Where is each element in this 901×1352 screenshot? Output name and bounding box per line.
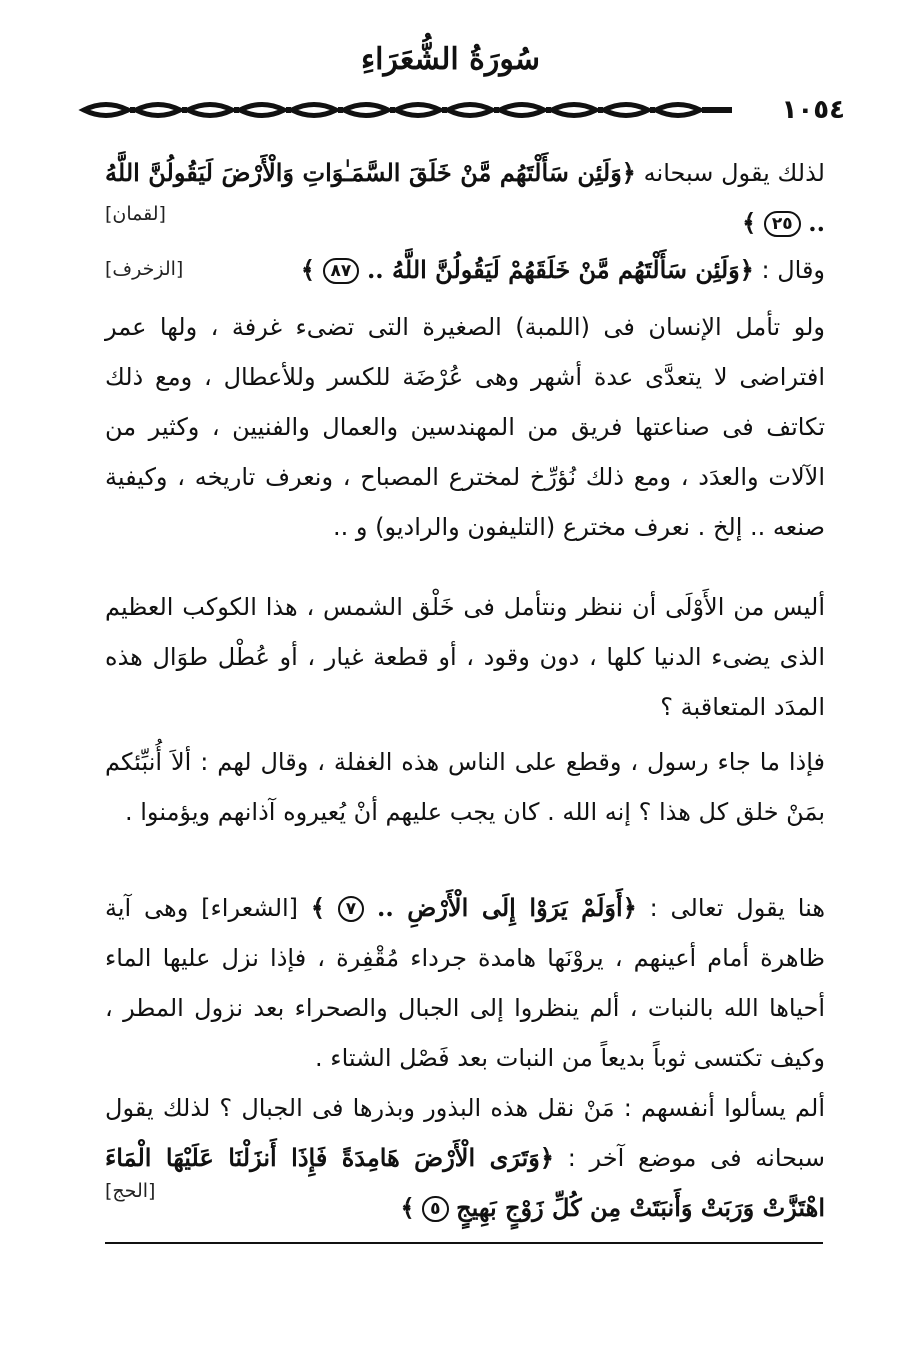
- footer-rule: [105, 1242, 823, 1244]
- paragraph-6: [105, 883, 825, 1083]
- paragraph-7: [105, 1083, 825, 1233]
- verse-close-bracket: ﴾: [300, 255, 315, 284]
- quran-verse-hajj: ﴿وَتَرَى الْأَرْضَ هَامِدَةً فَإِذَا أَنزَلْنَا عَلَيْهَا الْمَاءَ اهْتَزَّتْ وَرَبَتْ وَأَنبَتَتْ مِن كُلِّ زَوْجٍ بَهِيجٍ: [105, 1143, 825, 1222]
- page-number: ١٠٥٤: [781, 95, 845, 125]
- paragraph-2-lead: وقال :: [753, 256, 825, 284]
- paragraph-6-tail: [الشعراء] وهى آية ظاهرة أمام أعينهم ، يروْنَها هامدة جرداء مُقْفِرة ، فإذا نزل عليها الماء أحياها الله بالنبات ، ألم ينظروا إلى الجبال والصحراء بعد نزول المطر ، وكيف تكتسى ثوباً بديعاً من النبات بعد فَصْل الشتاء .: [105, 894, 825, 1072]
- paragraph-6-lead: هنا يقول تعالى :: [636, 894, 825, 922]
- surah-reference-hajj: [الحج]: [105, 1180, 156, 1202]
- paragraph-3: ولو تأمل الإنسان فى (اللمبة) الصغيرة التى تضىء غرفة ، ولها عمر افتراضى لا يتعدَّى عدة أشهر وهى عُرْضَة للكسر وللأعطال ، ومع ذلك تكاتف فى صناعتها فريق من المهندسين والعمال والفنيين ، وكثير من الآلات والعدَد ، ومع ذلك نُؤرِّخ لمخترع المصباح ، ونعرف تاريخه ، وكيفية صنعه .. إلخ . نعرف مخترع (التليفون والراديو) و ..: [105, 313, 825, 541]
- surah-reference-luqman: [لقمان]: [105, 203, 166, 225]
- ayah-number-badge: ٧: [338, 896, 364, 922]
- surah-reference-zukhruf: [الزخرف]: [105, 258, 184, 280]
- quran-verse-shuara: ﴿أَوَلَمْ يَرَوْا إِلَى الْأَرْضِ ..: [377, 893, 637, 922]
- verse-close-bracket: ﴾: [310, 893, 325, 922]
- verse-close-bracket: ﴾: [400, 1193, 415, 1222]
- paragraph-2: [105, 245, 825, 295]
- paragraph-1-lead: لذلك يقول سبحانه: [635, 159, 825, 187]
- ayah-number-badge: ٨٧: [323, 258, 360, 284]
- header-ornament-border: [76, 97, 836, 123]
- quran-verse-luqman: ﴿وَلَئِن سَأَلْتَهُم مَّنْ خَلَقَ السَّمَـٰوَاتِ وَالْأَرْضَ لَيَقُولُنَّ اللَّهُ ..: [105, 158, 825, 237]
- surah-title: سُورَةُ الشُّعَرَاءِ: [361, 42, 540, 77]
- paragraph-1: [105, 148, 825, 248]
- quran-verse-zukhruf: ﴿وَلَئِن سَأَلْتَهُم مَّنْ خَلَقَهُمْ لَيَقُولُنَّ اللَّهُ ..: [366, 255, 754, 284]
- verse-close-bracket: ﴾: [742, 208, 757, 237]
- paragraph-4: أليس من الأَوْلَى أن ننظر ونتأمل فى خَلْق الشمس ، هذا الكوكب العظيم الذى يضىء الدنيا كلها ، دون وقود ، أو قطعة غيار ، أو عُطْل طوَال هذه المدَد المتعاقبة ؟: [105, 593, 825, 721]
- paragraph-7-lead: ألم يسألوا أنفسهم : مَنْ نقل هذه البذور وبذرها فى الجبال ؟ لذلك يقول سبحانه فى موضع آخر :: [105, 1094, 826, 1172]
- ayah-number-badge: ٥: [422, 1196, 448, 1222]
- paragraph-5: فإذا ما جاء رسول ، وقطع على الناس هذه الغفلة ، وقال لهم : ألاَ أُنبِّئكم بمَنْ خلق كل هذا ؟ إنه الله . كان يجب عليهم أنْ يُعيروه آذانهم ويؤمنوا .: [105, 748, 825, 826]
- ayah-number-badge: ٢٥: [764, 211, 801, 237]
